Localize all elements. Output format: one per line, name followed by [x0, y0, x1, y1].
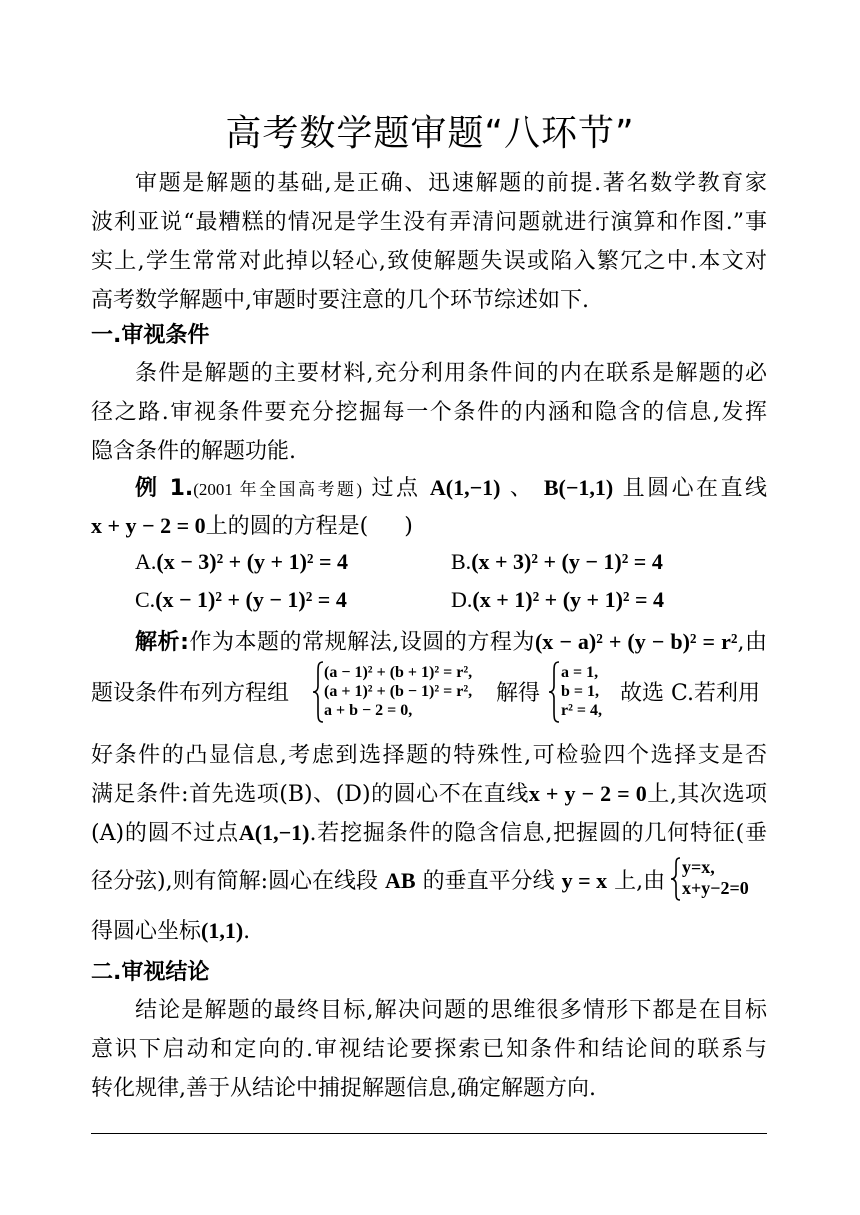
example1-line-1: [91, 471, 767, 502]
equation-system-3: y=x, x+y−2=0: [682, 857, 749, 898]
solution-line-6: 径分弦),则有简解:圆心在线段 AB 的垂直平分线 y = x 上,由: [91, 868, 666, 894]
intro-line-1: 审题是解题的基础,是正确、迅速解题的前提.著名数学教育家: [135, 171, 767, 196]
solution-line-1: [91, 625, 767, 656]
point-a: A(1,−1): [429, 475, 501, 500]
equation-system-1: (a − 1)² + (b + 1)² = r², (a + 1)² + (b − 1)² = r², a + b − 2 = 0,: [324, 664, 473, 719]
section1-line-2: 径之路.审视条件要充分挖掘每一个条件的内涵和隐含的信息,发挥: [91, 400, 767, 425]
section2-line-2: 意识下启动和定向的.审视结论要探索已知条件和结论间的联系与: [91, 1037, 767, 1062]
separator: 、: [509, 476, 535, 501]
example1-line-2: [91, 509, 767, 540]
section-heading-1: 一.审视条件: [91, 323, 210, 348]
example-text: ): [404, 514, 413, 539]
section2-line-1: 结论是解题的最终目标,解决问题的思维很多情形下都是在目标: [135, 998, 767, 1023]
section1-line-3: 隐含条件的解题功能.: [91, 439, 296, 464]
solution-line-3: 好条件的凸显信息,考虑到选择题的特殊性,可检验四个选择支是否: [91, 743, 767, 768]
example-text: 且圆心在直线: [622, 476, 767, 501]
intro-line-2: 波利亚说“最糟糕的情况是学生没有弄清问题就进行演算和作图.”事: [91, 210, 767, 235]
example-text: 上的圆的方程是(: [205, 514, 369, 539]
circle-equation: (x − a)² + (y − b)² = r²: [534, 629, 738, 654]
left-brace-3: [670, 856, 682, 902]
example-label: 例 1.: [135, 476, 194, 501]
bisector-equation: y = x: [561, 868, 608, 893]
solution-text-choose: 故选 C.若利用: [620, 681, 761, 706]
option-d: D.(x + 1)² + (y + 1)² = 4: [451, 587, 665, 612]
center-point: (1,1): [201, 918, 244, 943]
option-a: A.(x − 3)² + (y + 1)² = 4: [135, 549, 349, 574]
section2-line-3: 转化规律,善于从结论中捕捉解题信息,确定解题方向.: [91, 1076, 596, 1101]
point-a: A(1,−1): [238, 820, 310, 845]
example-text: 过点: [371, 476, 421, 501]
equation-system-2: a = 1, b = 1, r² = 4,: [561, 664, 603, 719]
section-heading-2: 二.审视结论: [91, 960, 210, 985]
footer-rule: [91, 1133, 767, 1134]
left-brace-2: [548, 660, 562, 724]
line-equation: x + y − 2 = 0: [528, 781, 647, 806]
solution-line-2-text: 题设条件布列方程组: [91, 681, 290, 706]
solution-line-7: 得圆心坐标(1,1).: [91, 918, 251, 944]
solution-text: 作为本题的常规解法,设圆的方程为: [188, 630, 535, 655]
option-c: C.(x − 1)² + (y − 1)² = 4: [135, 587, 347, 612]
line-equation: x + y − 2 = 0: [91, 513, 206, 538]
solution-label: 解析:: [135, 630, 189, 655]
segment-ab: AB: [385, 868, 416, 893]
example-source: (2001 年全国高考题): [193, 480, 363, 499]
intro-line-3: 实上,学生常常对此掉以轻心,致使解题失误或陷入繁冗之中.本文对: [91, 249, 767, 274]
intro-line-4: 高考数学解题中,审题时要注意的几个环节综述如下.: [91, 288, 589, 313]
page-title: 高考数学题审题“八环节”: [225, 113, 635, 154]
option-b: B.(x + 3)² + (y − 1)² = 4: [451, 549, 663, 574]
point-b: B(−1,1): [543, 475, 614, 500]
solution-line-5: (A)的圆不过点A(1,−1).若挖掘条件的隐含信息,把握圆的几何特征(垂: [91, 820, 767, 846]
solution-line-4: 满足条件:首先选项(B)、(D)的圆心不在直线x + y − 2 = 0上,其次选项: [91, 781, 767, 807]
solution-text-solve: 解得: [496, 681, 541, 706]
solution-text: ,由: [737, 630, 767, 655]
section1-line-1: 条件是解题的主要材料,充分利用条件间的内在联系是解题的必: [135, 361, 767, 386]
